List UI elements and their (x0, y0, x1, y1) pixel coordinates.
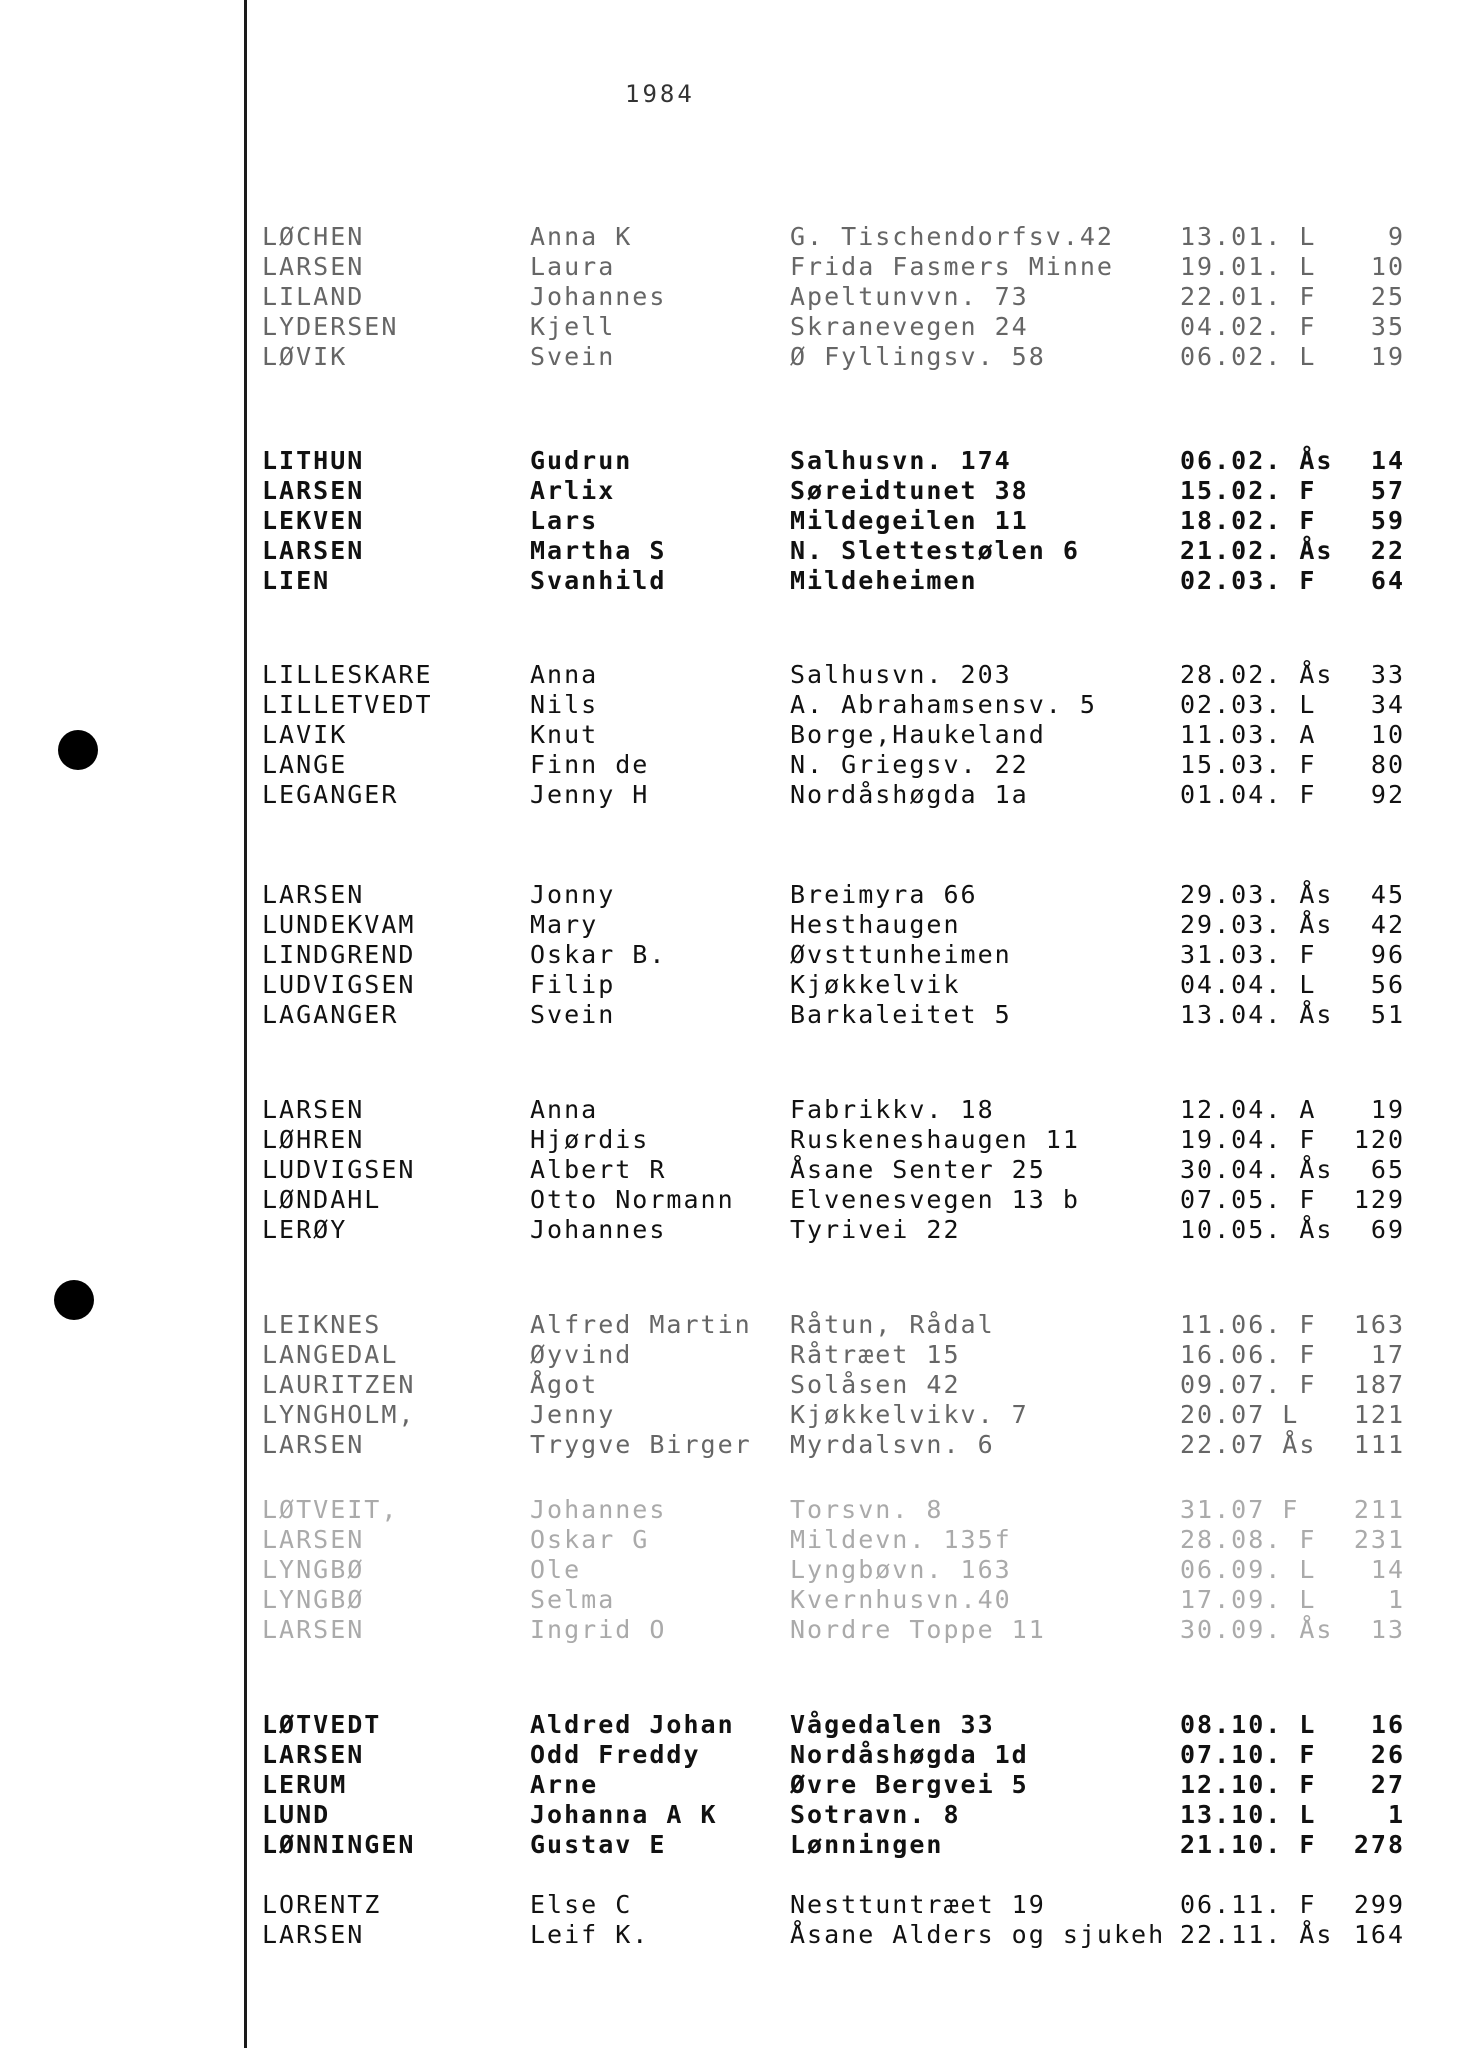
entry-date: 19.04. F (1180, 1125, 1317, 1154)
entry-date: 11.06. F (1180, 1310, 1317, 1339)
entry-date: 13.04. Ås (1180, 1000, 1334, 1029)
entry-firstname: Svein (530, 1000, 616, 1029)
entry-age: 96 (1370, 940, 1405, 969)
entry-surname: LARSEN (262, 1095, 365, 1124)
entry-surname: LUDVIGSEN (262, 970, 416, 999)
entry-surname: LØCHEN (262, 222, 365, 251)
entry-date: 22.01. F (1180, 282, 1317, 311)
register-entry (0, 1920, 1461, 1950)
entry-address: Mildevn. 135f (790, 1525, 1012, 1554)
register-entry (0, 690, 1461, 720)
entry-surname: LUND (262, 1800, 331, 1829)
entry-group (0, 880, 1461, 1030)
entry-age: 80 (1370, 750, 1405, 779)
entry-address: Sotravn. 8 (790, 1800, 961, 1829)
entry-date: 28.02. Ås (1180, 660, 1334, 689)
entry-address: Borge,Haukeland (790, 720, 1046, 749)
entry-firstname: Anna K (530, 222, 633, 251)
entry-surname: LANGE (262, 750, 348, 779)
register-entry (0, 1185, 1461, 1215)
entry-group (0, 1310, 1461, 1460)
register-entry (0, 1555, 1461, 1585)
entry-age: 120 (1353, 1125, 1405, 1154)
entry-firstname: Hjørdis (530, 1125, 650, 1154)
entry-age: 25 (1370, 282, 1405, 311)
entry-surname: LARSEN (262, 1430, 365, 1459)
entry-firstname: Gudrun (530, 446, 633, 475)
register-entry (0, 910, 1461, 940)
entry-address: Åsane Senter 25 (790, 1155, 1046, 1184)
entry-date: 06.11. F (1180, 1890, 1317, 1919)
entry-address: Nordåshøgda 1a (790, 780, 1029, 809)
entry-age: 51 (1370, 1000, 1405, 1029)
entry-surname: LYNGHOLM, (262, 1400, 416, 1429)
entry-age: 57 (1370, 476, 1405, 505)
entry-firstname: Svanhild (530, 566, 667, 595)
entry-firstname: Ingrid O (530, 1615, 667, 1644)
entry-surname: LARSEN (262, 1525, 365, 1554)
register-entry (0, 1340, 1461, 1370)
entry-firstname: Ågot (530, 1370, 599, 1399)
entry-address: Råtræet 15 (790, 1340, 961, 1369)
entry-address: N. Griegsv. 22 (790, 750, 1029, 779)
entry-address: Kvernhusvn.40 (790, 1585, 1012, 1614)
entry-group (0, 1890, 1461, 1950)
entry-address: Frida Fasmers Minne (790, 252, 1114, 281)
register-entry (0, 282, 1461, 312)
entry-date: 06.09. L (1180, 1555, 1317, 1584)
register-entry (0, 476, 1461, 506)
entry-age: 19 (1370, 342, 1405, 371)
entry-firstname: Martha S (530, 536, 667, 565)
entry-date: 22.07 Ås (1180, 1430, 1317, 1459)
entry-date: 02.03. L (1180, 690, 1317, 719)
entry-address: Solåsen 42 (790, 1370, 961, 1399)
entry-firstname: Otto Normann (530, 1185, 735, 1214)
register-entry (0, 1830, 1461, 1860)
entry-date: 02.03. F (1180, 566, 1317, 595)
entry-date: 07.05. F (1180, 1185, 1317, 1214)
entry-date: 31.03. F (1180, 940, 1317, 969)
register-entry (0, 940, 1461, 970)
entry-age: 13 (1370, 1615, 1405, 1644)
register-entry (0, 720, 1461, 750)
entry-surname: LITHUN (262, 446, 365, 475)
entry-date: 10.05. Ås (1180, 1215, 1334, 1244)
entry-date: 30.04. Ås (1180, 1155, 1334, 1184)
entry-surname: LARSEN (262, 880, 365, 909)
register-entry (0, 1740, 1461, 1770)
entry-surname: LANGEDAL (262, 1340, 399, 1369)
entry-address: N. Slettestølen 6 (790, 536, 1080, 565)
entry-address: Torsvn. 8 (790, 1495, 944, 1524)
entry-date: 21.10. F (1180, 1830, 1317, 1859)
entry-firstname: Anna (530, 660, 599, 689)
entry-address: Vågedalen 33 (790, 1710, 995, 1739)
entry-surname: LEIKNES (262, 1310, 382, 1339)
entry-firstname: Odd Freddy (530, 1740, 701, 1769)
entry-date: 06.02. L (1180, 342, 1317, 371)
entry-surname: LILLETVEDT (262, 690, 433, 719)
entry-surname: LAVIK (262, 720, 348, 749)
register-entry (0, 1800, 1461, 1830)
entry-surname: LIEN (262, 566, 331, 595)
entry-address: Nordåshøgda 1d (790, 1740, 1029, 1769)
register-entry (0, 1370, 1461, 1400)
entry-age: 16 (1370, 1710, 1405, 1739)
entry-firstname: Anna (530, 1095, 599, 1124)
entry-date: 12.10. F (1180, 1770, 1317, 1799)
entry-surname: LØTVEIT, (262, 1495, 399, 1524)
entry-surname: LØHREN (262, 1125, 365, 1154)
entry-age: 26 (1370, 1740, 1405, 1769)
register-entry (0, 1495, 1461, 1525)
register-entry (0, 1890, 1461, 1920)
register-entry (0, 506, 1461, 536)
entry-firstname: Oskar G (530, 1525, 650, 1554)
entry-date: 08.10. L (1180, 1710, 1317, 1739)
entry-firstname: Knut (530, 720, 599, 749)
entry-firstname: Albert R (530, 1155, 667, 1184)
entry-age: 278 (1353, 1830, 1405, 1859)
entry-surname: LINDGREND (262, 940, 416, 969)
register-entry (0, 780, 1461, 810)
entry-firstname: Øyvind (530, 1340, 633, 1369)
entry-address: A. Abrahamsensv. 5 (790, 690, 1097, 719)
entry-firstname: Arne (530, 1770, 599, 1799)
entry-firstname: Trygve Birger (530, 1430, 752, 1459)
entry-address: Myrdalsvn. 6 (790, 1430, 995, 1459)
entry-address: Salhusvn. 174 (790, 446, 1012, 475)
entry-group (0, 222, 1461, 372)
entry-surname: LARSEN (262, 1615, 365, 1644)
entry-address: Åsane Alders og sjukeh (790, 1920, 1166, 1949)
register-entry (0, 880, 1461, 910)
entry-age: 187 (1353, 1370, 1405, 1399)
entry-address: Breimyra 66 (790, 880, 978, 909)
entry-age: 299 (1353, 1890, 1405, 1919)
entry-firstname: Jenny H (530, 780, 650, 809)
entry-address: Øvre Bergvei 5 (790, 1770, 1029, 1799)
entry-address: Lyngbøvn. 163 (790, 1555, 1012, 1584)
entry-date: 15.03. F (1180, 750, 1317, 779)
entry-firstname: Ole (530, 1555, 582, 1584)
register-entry (0, 1215, 1461, 1245)
entry-firstname: Jenny (530, 1400, 616, 1429)
entry-age: 10 (1370, 252, 1405, 281)
entry-address: Elvenesvegen 13 b (790, 1185, 1080, 1214)
entry-age: 42 (1370, 910, 1405, 939)
entry-date: 16.06. F (1180, 1340, 1317, 1369)
entry-address: Ø Fyllingsv. 58 (790, 342, 1046, 371)
entry-date: 06.02. Ås (1180, 446, 1334, 475)
entry-firstname: Gustav E (530, 1830, 667, 1859)
entry-age: 164 (1353, 1920, 1405, 1949)
entry-surname: LEKVEN (262, 506, 365, 535)
entry-group (0, 446, 1461, 596)
entry-surname: LARSEN (262, 1920, 365, 1949)
entry-surname: LARSEN (262, 252, 365, 281)
entry-date: 07.10. F (1180, 1740, 1317, 1769)
entry-date: 13.01. L (1180, 222, 1317, 251)
entry-age: 22 (1370, 536, 1405, 565)
entry-address: Søreidtunet 38 (790, 476, 1029, 505)
entry-surname: LØVIK (262, 342, 348, 371)
entry-firstname: Finn de (530, 750, 650, 779)
register-entry (0, 970, 1461, 1000)
register-entry (0, 312, 1461, 342)
page-year: 1984 (625, 80, 695, 108)
entry-date: 29.03. Ås (1180, 880, 1334, 909)
entry-age: 65 (1370, 1155, 1405, 1184)
register-entry (0, 252, 1461, 282)
entry-age: 1 (1387, 1800, 1405, 1829)
entry-surname: LERUM (262, 1770, 348, 1799)
entry-firstname: Filip (530, 970, 616, 999)
entry-surname: LYDERSEN (262, 312, 399, 341)
entry-date: 28.08. F (1180, 1525, 1317, 1554)
register-entry (0, 660, 1461, 690)
entry-date: 18.02. F (1180, 506, 1317, 535)
entry-firstname: Lars (530, 506, 599, 535)
entry-surname: LERØY (262, 1215, 348, 1244)
entry-age: 129 (1353, 1185, 1405, 1214)
entry-address: Kjøkkelvik (790, 970, 961, 999)
entry-age: 35 (1370, 312, 1405, 341)
entry-date: 17.09. L (1180, 1585, 1317, 1614)
entry-surname: LILLESKARE (262, 660, 433, 689)
entry-firstname: Aldred Johan (530, 1710, 735, 1739)
entry-age: 9 (1387, 222, 1405, 251)
register-entry (0, 566, 1461, 596)
entry-age: 163 (1353, 1310, 1405, 1339)
entry-firstname: Else C (530, 1890, 633, 1919)
entry-surname: LILAND (262, 282, 365, 311)
entry-date: 30.09. Ås (1180, 1615, 1334, 1644)
register-entry (0, 536, 1461, 566)
entry-firstname: Arlix (530, 476, 616, 505)
entry-firstname: Johanna A K (530, 1800, 718, 1829)
entry-firstname: Alfred Martin (530, 1310, 752, 1339)
entry-date: 31.07 F (1180, 1495, 1300, 1524)
entry-surname: LARSEN (262, 476, 365, 505)
entry-date: 09.07. F (1180, 1370, 1317, 1399)
entry-date: 04.02. F (1180, 312, 1317, 341)
register-entry (0, 1525, 1461, 1555)
entry-address: Råtun, Rådal (790, 1310, 995, 1339)
entry-address: Ruskeneshaugen 11 (790, 1125, 1080, 1154)
entry-age: 64 (1370, 566, 1405, 595)
entry-firstname: Johannes (530, 1215, 667, 1244)
entry-address: Nesttuntræet 19 (790, 1890, 1046, 1919)
entry-age: 231 (1353, 1525, 1405, 1554)
entry-group (0, 1710, 1461, 1860)
register-entry (0, 1125, 1461, 1155)
entry-age: 33 (1370, 660, 1405, 689)
entry-firstname: Kjell (530, 312, 616, 341)
register-entry (0, 1615, 1461, 1645)
entry-surname: LARSEN (262, 1740, 365, 1769)
entry-group (0, 660, 1461, 810)
entry-surname: LARSEN (262, 536, 365, 565)
entry-address: Hesthaugen (790, 910, 961, 939)
entry-address: Mildegeilen 11 (790, 506, 1029, 535)
entry-surname: LORENTZ (262, 1890, 382, 1919)
register-entry (0, 1095, 1461, 1125)
entry-group (0, 1495, 1461, 1645)
entry-surname: LØNNINGEN (262, 1830, 416, 1859)
entry-firstname: Selma (530, 1585, 616, 1614)
entry-address: Skranevegen 24 (790, 312, 1029, 341)
entry-surname: LØNDAHL (262, 1185, 382, 1214)
entry-age: 1 (1387, 1585, 1405, 1614)
entry-group (0, 1095, 1461, 1245)
entry-address: Tyrivei 22 (790, 1215, 961, 1244)
register-entry (0, 446, 1461, 476)
entry-age: 56 (1370, 970, 1405, 999)
entry-age: 14 (1370, 1555, 1405, 1584)
entry-age: 34 (1370, 690, 1405, 719)
register-entry (0, 342, 1461, 372)
entry-address: Salhusvn. 203 (790, 660, 1012, 689)
entry-surname: LAURITZEN (262, 1370, 416, 1399)
entry-firstname: Leif K. (530, 1920, 650, 1949)
register-entry (0, 222, 1461, 252)
entry-firstname: Mary (530, 910, 599, 939)
entry-address: Fabrikkv. 18 (790, 1095, 995, 1124)
entry-surname: LAGANGER (262, 1000, 399, 1029)
entry-address: Mildeheimen (790, 566, 978, 595)
entry-address: Kjøkkelvikv. 7 (790, 1400, 1029, 1429)
entry-firstname: Johannes (530, 282, 667, 311)
entry-date: 22.11. Ås (1180, 1920, 1334, 1949)
entry-address: Øvsttunheimen (790, 940, 1012, 969)
register-entry (0, 1155, 1461, 1185)
entry-date: 20.07 L (1180, 1400, 1300, 1429)
entry-date: 12.04. A (1180, 1095, 1317, 1124)
register-entry (0, 1000, 1461, 1030)
entry-date: 19.01. L (1180, 252, 1317, 281)
entry-date: 21.02. Ås (1180, 536, 1334, 565)
entry-address: Barkaleitet 5 (790, 1000, 1012, 1029)
entry-date: 01.04. F (1180, 780, 1317, 809)
entry-age: 19 (1370, 1095, 1405, 1124)
entry-age: 27 (1370, 1770, 1405, 1799)
register-entry (0, 1430, 1461, 1460)
register-entry (0, 1710, 1461, 1740)
entry-firstname: Johannes (530, 1495, 667, 1524)
entry-firstname: Laura (530, 252, 616, 281)
entry-firstname: Svein (530, 342, 616, 371)
entry-age: 111 (1353, 1430, 1405, 1459)
entry-age: 45 (1370, 880, 1405, 909)
entry-address: G. Tischendorfsv.42 (790, 222, 1114, 251)
entry-surname: LUDVIGSEN (262, 1155, 416, 1184)
entry-address: Nordre Toppe 11 (790, 1615, 1046, 1644)
entry-date: 13.10. L (1180, 1800, 1317, 1829)
entry-address: Apeltunvvn. 73 (790, 282, 1029, 311)
entry-age: 10 (1370, 720, 1405, 749)
entry-age: 17 (1370, 1340, 1405, 1369)
entry-firstname: Nils (530, 690, 599, 719)
register-entry (0, 1310, 1461, 1340)
entry-date: 11.03. A (1180, 720, 1317, 749)
entry-surname: LØTVEDT (262, 1710, 382, 1739)
entry-age: 121 (1353, 1400, 1405, 1429)
register-entry (0, 1585, 1461, 1615)
entry-address: Lønningen (790, 1830, 944, 1859)
entry-surname: LYNGBØ (262, 1585, 365, 1614)
register-entry (0, 1400, 1461, 1430)
entry-firstname: Oskar B. (530, 940, 667, 969)
entry-surname: LUNDEKVAM (262, 910, 416, 939)
entry-age: 92 (1370, 780, 1405, 809)
entry-surname: LYNGBØ (262, 1555, 365, 1584)
entry-age: 14 (1370, 446, 1405, 475)
entry-date: 29.03. Ås (1180, 910, 1334, 939)
entry-date: 15.02. F (1180, 476, 1317, 505)
entry-firstname: Jonny (530, 880, 616, 909)
entry-age: 59 (1370, 506, 1405, 535)
entry-age: 211 (1353, 1495, 1405, 1524)
entry-surname: LEGANGER (262, 780, 399, 809)
entry-age: 69 (1370, 1215, 1405, 1244)
entry-date: 04.04. L (1180, 970, 1317, 999)
register-entry (0, 1770, 1461, 1800)
register-entry (0, 750, 1461, 780)
